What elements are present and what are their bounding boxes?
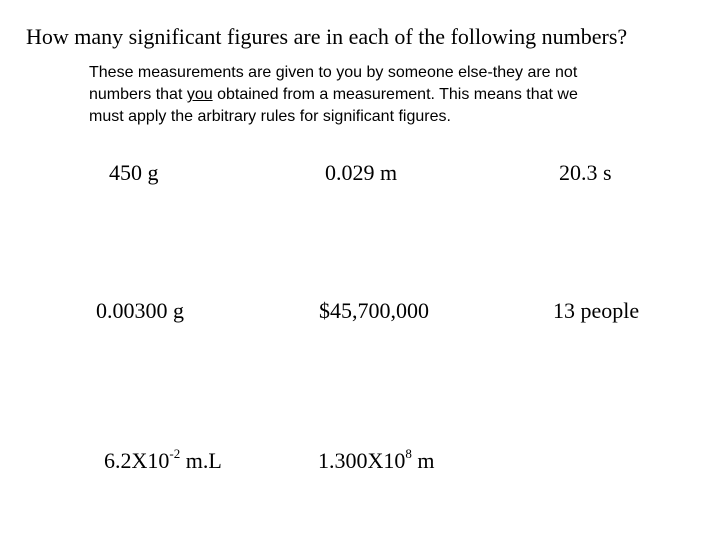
sci-exponent: -2	[169, 446, 181, 461]
question-title: How many significant figures are in each of the following numbers?	[26, 24, 628, 49]
note-line-1: These measurements are given to you by someone else-they are not	[89, 64, 578, 81]
sci-unit: m.L	[180, 448, 222, 473]
measurement-45700000-dollars: $45,700,000	[319, 298, 429, 323]
sci-exponent: 8	[405, 446, 412, 461]
measurement-13-people: 13 people	[553, 298, 640, 323]
instruction-note	[89, 62, 689, 128]
note-line-3: must apply the arbitrary rules for significant figures.	[89, 108, 451, 125]
measurement-6-2x10-ml	[104, 446, 222, 474]
sci-base: 6.2X10	[104, 448, 170, 473]
measurement-1-300x10-m	[318, 446, 435, 474]
note-line-2-start: numbers that	[89, 86, 187, 103]
note-line-2	[89, 84, 689, 106]
note-underlined-word: you	[186, 86, 213, 103]
sci-base: 1.300X10	[318, 448, 406, 473]
measurement-450g: 450 g	[109, 160, 159, 185]
measurement-000300g: 0.00300 g	[96, 298, 184, 323]
measurement-0029m: 0.029 m	[325, 160, 398, 185]
note-line-2-end: obtained from a measurement. This means that we	[212, 86, 578, 103]
sci-unit: m	[411, 448, 435, 473]
measurement-203s: 20.3 s	[559, 160, 612, 185]
